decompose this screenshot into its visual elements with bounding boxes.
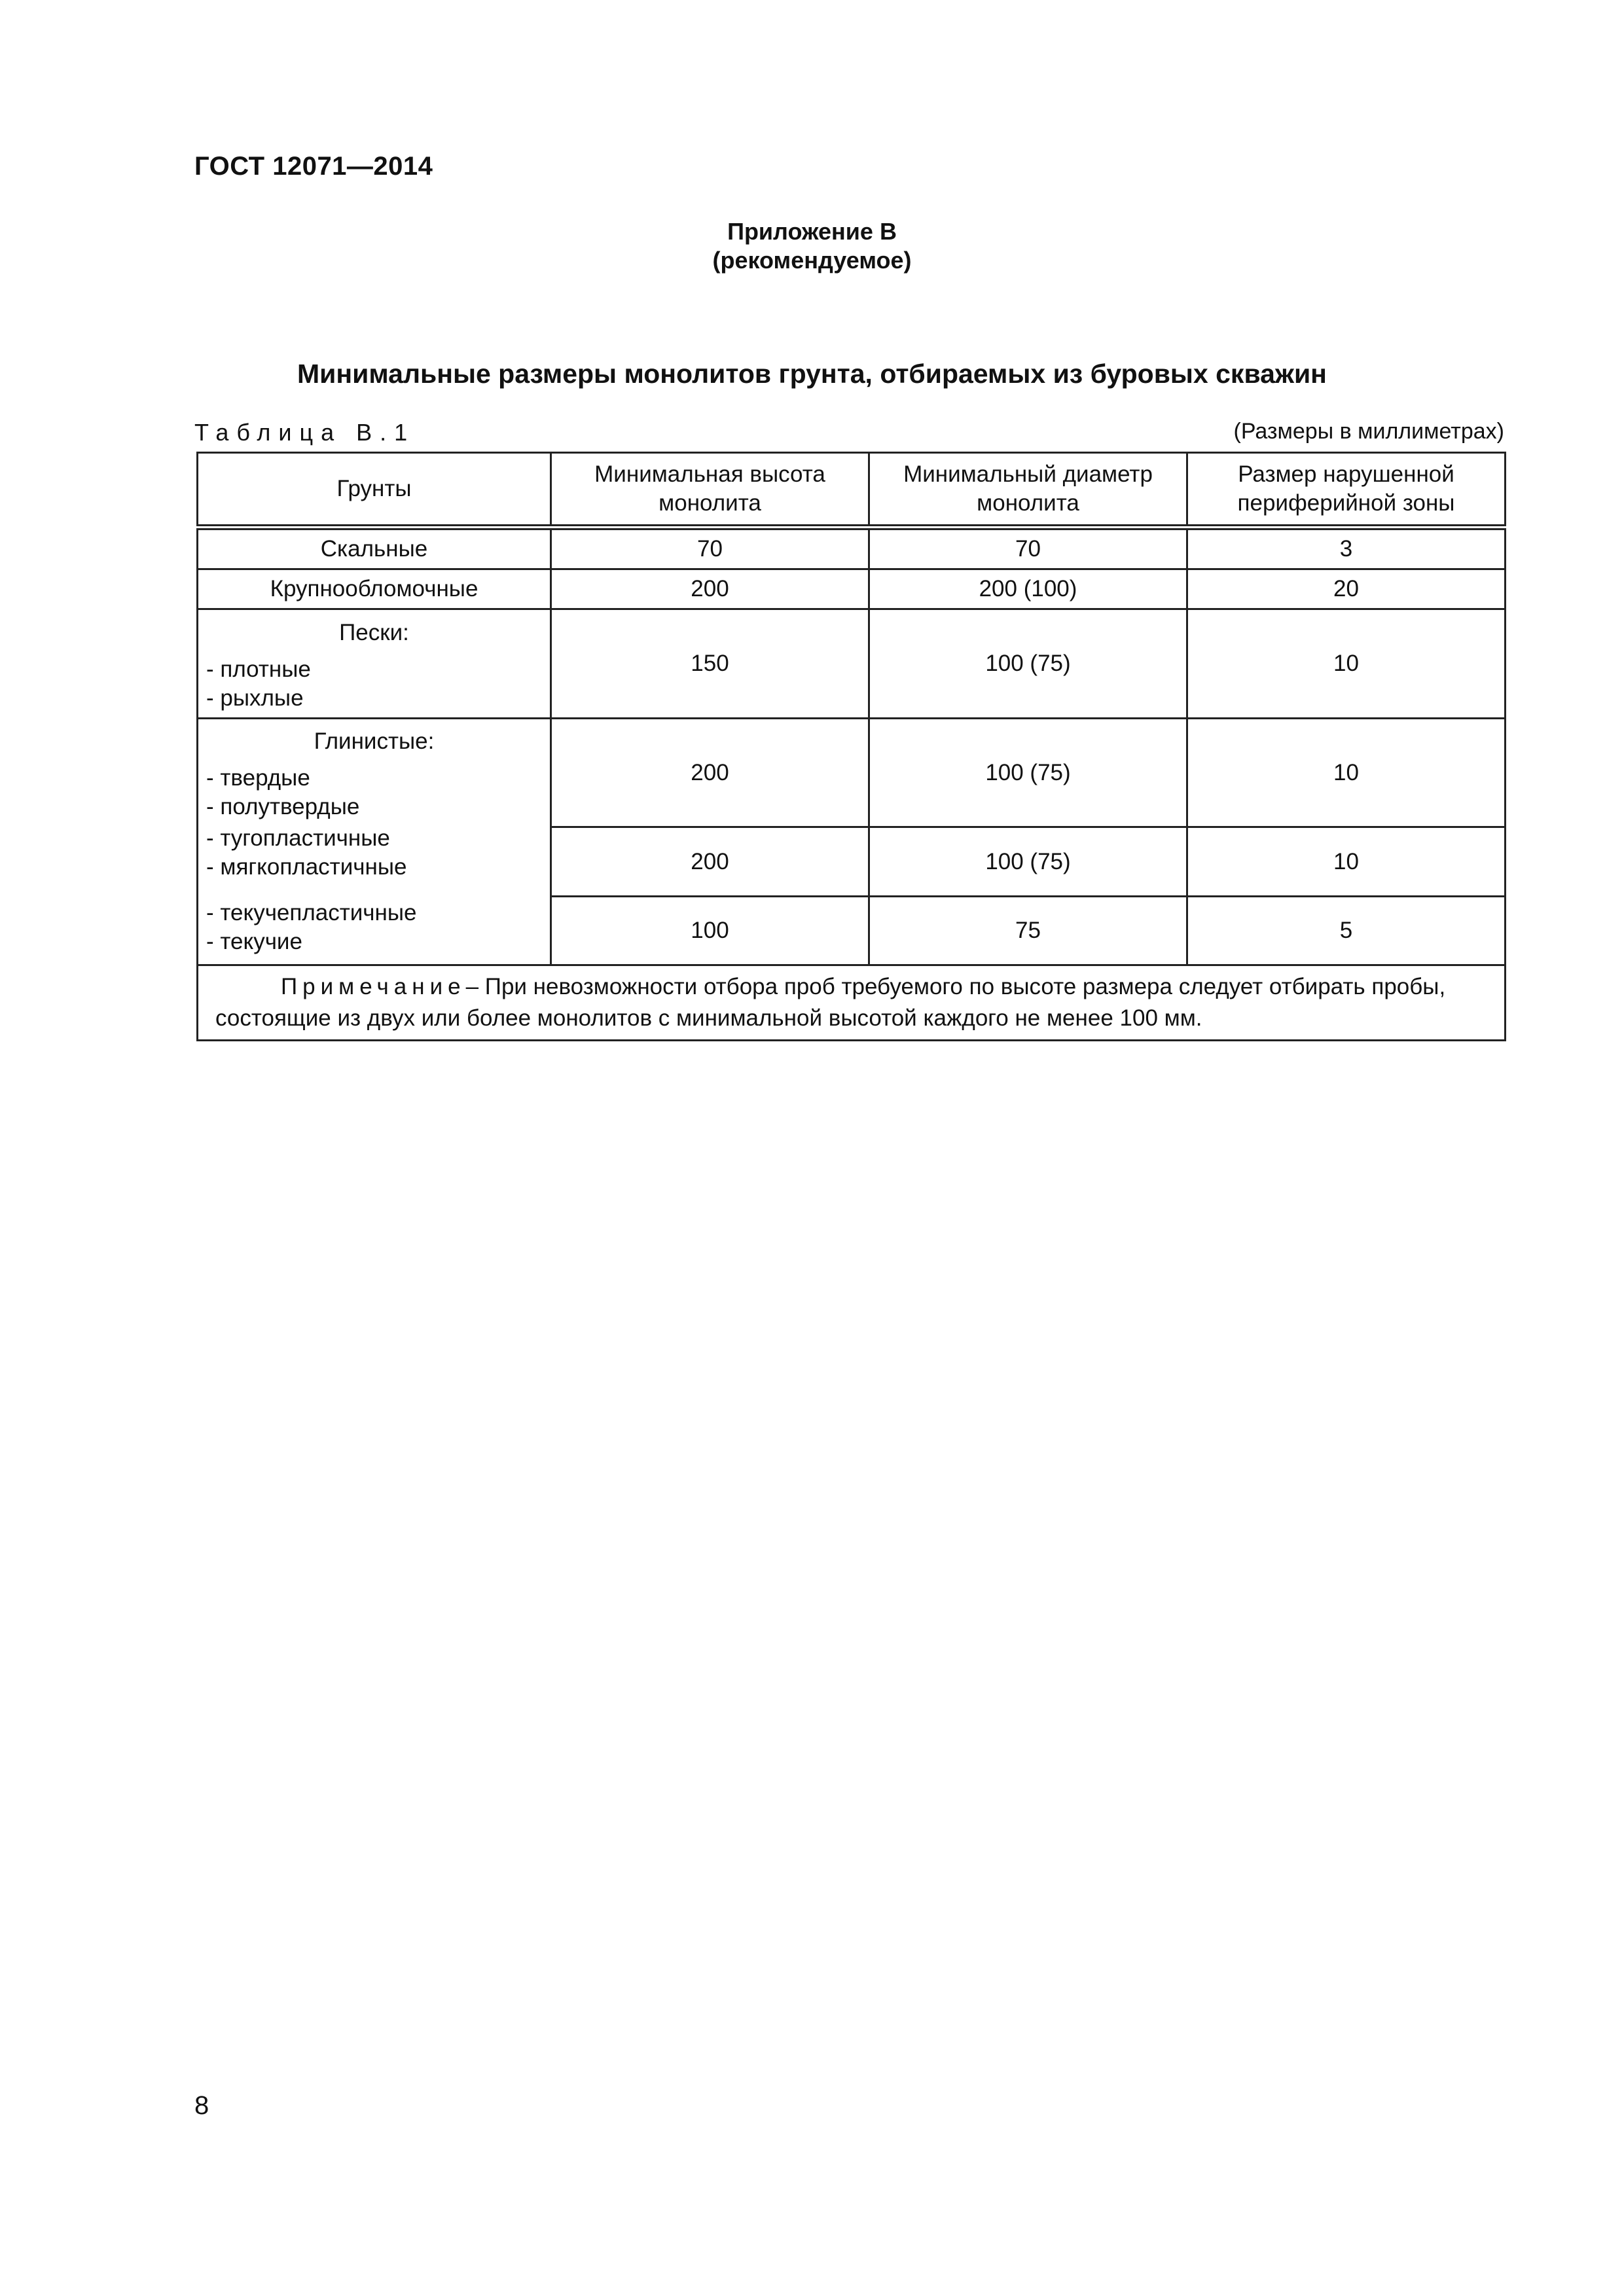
note-text: – При невозможности отбора проб требуемого по высоте размера следует отбирать пробы, состоящие из двух или более монолитов с минимальной высотой каждого не менее 100 мм. xyxy=(215,974,1446,1031)
soil-subtype: - рыхлые xyxy=(206,685,304,711)
table-caption: Таблица В.1 xyxy=(194,419,416,446)
column-header-soil: Грунты xyxy=(198,453,551,528)
appendix-title: Приложение В xyxy=(727,218,897,245)
disturbed-zone-value: 10 xyxy=(1187,609,1506,719)
soil-subgroup xyxy=(206,727,542,819)
min-diameter-value: 70 xyxy=(869,528,1187,569)
min-diameter-value: 200 (100) xyxy=(869,569,1187,609)
soil-subtype: - мягкопластичные xyxy=(206,854,407,880)
soil-name-group xyxy=(198,719,551,965)
min-height-value: 70 xyxy=(551,528,869,569)
soil-subtype: - тугопластичные xyxy=(206,825,390,851)
soil-name-group xyxy=(198,609,551,719)
soil-subgroup xyxy=(206,893,542,964)
min-diameter-value: 100 (75) xyxy=(869,827,1187,896)
soil-name: Крупнообломочные xyxy=(198,569,551,609)
table-row xyxy=(198,528,1506,569)
min-height-value: 150 xyxy=(551,609,869,719)
soil-subtype: - текучепластичные xyxy=(206,900,417,925)
disturbed-zone-value: 10 xyxy=(1187,827,1506,896)
min-height-value: 200 xyxy=(551,827,869,896)
soil-group-label: Глинистые: xyxy=(314,728,435,754)
min-height-value: 200 xyxy=(551,569,869,609)
min-height-value: 100 xyxy=(551,896,869,965)
soil-subgroup xyxy=(206,819,542,893)
min-diameter-value: 100 (75) xyxy=(869,609,1187,719)
soil-subtype: - полутвердые xyxy=(206,794,360,819)
soil-monolith-table xyxy=(196,452,1506,1041)
note-label: Примечание xyxy=(281,974,466,999)
min-diameter-value: 75 xyxy=(869,896,1187,965)
table-units-note: (Размеры в миллиметрах) xyxy=(1233,419,1504,444)
table-row xyxy=(198,719,1506,827)
document-standard-number: ГОСТ 12071—2014 xyxy=(194,152,433,181)
soil-subtype: - плотные xyxy=(206,656,311,682)
disturbed-zone-value: 10 xyxy=(1187,719,1506,827)
table-row xyxy=(198,569,1506,609)
min-diameter-value: 100 (75) xyxy=(869,719,1187,827)
column-header-min-height: Минимальная высота монолита xyxy=(551,453,869,528)
soil-group-label: Пески: xyxy=(339,620,409,645)
section-title: Минимальные размеры монолитов грунта, отбираемых из буровых скважин xyxy=(297,359,1327,389)
disturbed-zone-value: 20 xyxy=(1187,569,1506,609)
soil-subtype: - текучие xyxy=(206,929,302,954)
table-header-row xyxy=(198,453,1506,528)
appendix-kind: (рекомендуемое) xyxy=(712,247,912,274)
disturbed-zone-value: 5 xyxy=(1187,896,1506,965)
table-note-row xyxy=(198,965,1506,1041)
table-note xyxy=(198,965,1506,1041)
column-header-min-diameter: Минимальный диаметр монолита xyxy=(869,453,1187,528)
min-height-value: 200 xyxy=(551,719,869,827)
disturbed-zone-value: 3 xyxy=(1187,528,1506,569)
soil-subtype: - твердые xyxy=(206,765,310,791)
column-header-disturbed-zone: Размер нарушенной периферийной зоны xyxy=(1187,453,1506,528)
soil-name: Скальные xyxy=(198,528,551,569)
table-row xyxy=(198,609,1506,719)
page-number: 8 xyxy=(194,2091,209,2120)
